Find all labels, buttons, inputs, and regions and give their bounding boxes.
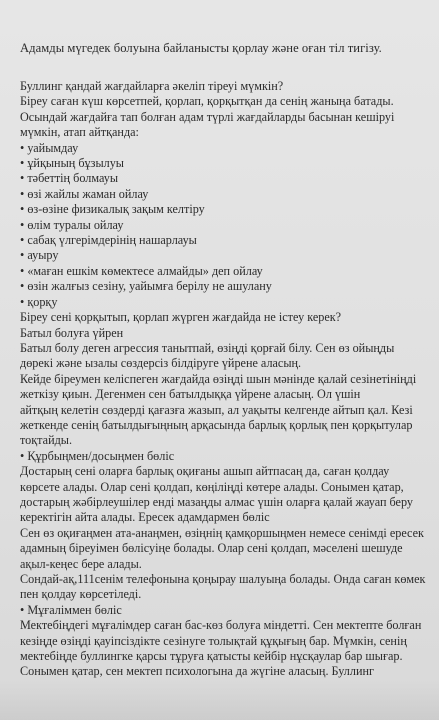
list-item: • «маған ешкім көмектесе алмайды» деп ойлау [20, 264, 429, 279]
text-line: ақыл-кеңес бере алады. [20, 556, 142, 571]
text-line: Кейде біреумен келіспеген жағдайда өзіңді шын мәнінде қалай сезінетініңді [20, 371, 417, 386]
list-item: • өлім туралы ойлау [20, 218, 429, 233]
list-item: • уайымдау [20, 141, 429, 156]
list-item: • қорқу [20, 295, 429, 310]
advice-lines [20, 310, 429, 680]
list-item: • ұйқының бұзылуы [20, 156, 429, 171]
text-line: Буллинг қандай жағдайларға әкеліп тіреуі мүмкін? [20, 79, 284, 93]
list-item: • өзі жайлы жаман ойлау [20, 187, 429, 202]
list-item: • өзін жалғыз сезіну, уайымға берілу не ашулану [20, 279, 429, 294]
section-heading: • Құрбыңмен/досыңмен бөліс [20, 448, 175, 463]
list-item: • тәбеттің болмауы [20, 171, 429, 186]
page-title: Адамды мүгедек болуына байланысты қорлау және оған тіл тигізу. [20, 41, 382, 55]
list-item: • өз-өзіне физикалық зақым келтіру [20, 202, 429, 217]
text-line: Сен өз оқиғаңмен ата-анаңмен, өзіңнің қамқоршыңмен немесе сенімді ересек [20, 525, 424, 540]
text-line: Мектебіңдегі мұғалімдер саған бас-көз болуға міндетті. Сен мектепте болған [20, 618, 422, 633]
text-line: Батыл болуға үйрен [20, 325, 124, 340]
section-heading: • Мұғаліммен бөліс [20, 602, 122, 617]
text-line: дөрекі және ызалы сөздерсіз білдіруге үйрене аласың. [20, 356, 302, 371]
text-line: жеткенде сенің батылдығыңның арқасында барлық қорлық пен қорқытулар [20, 417, 413, 432]
text-line: Біреу сені қорқытып, қорлап жүрген жағдайда не істеу керек? [20, 310, 342, 325]
intro-lines [20, 79, 429, 141]
symptom-list [20, 141, 429, 310]
text-line: пен қолдау көрсетіледі. [20, 587, 142, 602]
text-line: Достарың сені оларға барлық оқиғаны ашып айтпасаң да, саған қолдау [20, 464, 390, 479]
text-line: тоқтайды. [20, 433, 73, 448]
list-item: • сабақ үлгерімдерінің нашарлауы [20, 233, 429, 248]
text-line: Осындай жағдайға тап болған адам түрлі жағдайларды басынан кешіруі [20, 109, 395, 124]
text-line: айтқың келетін сөздерді қағазға жазып, ал уақыты келгенде айтып қал. Кезі [20, 402, 413, 417]
text-line: Сондай-ақ,111сенім телефонына қоңырау шалуыңа болады. Онда саған көмек [20, 572, 426, 586]
text-line: жеткізу қиын. Дегенмен сен батылдыққа үйрене аласың. Ол үшін [20, 387, 361, 402]
list-item: • ауыру [20, 248, 429, 263]
text-line: Батыл болу деген агрессия танытпай, өзіңді қорғай білу. Сен өз ойыңды [20, 340, 395, 355]
text-line: керектігін айта алады. Ересек адамдармен бөліс [20, 510, 270, 525]
text-line: достарың жәбірлеушілер енді мазаңды алмас үшін оларға қалай жауап беру [20, 494, 413, 509]
text-line: Біреу саған күш көрсетпей, қорлап, қорқытқан да сенің жаныңа батады. [20, 94, 394, 109]
text-line: Сонымен қатар, сен мектеп психологына да жүгіне аласың. Буллинг [20, 664, 375, 679]
text-line: мүмкін, атап айтқанда: [20, 125, 139, 140]
page-shadow [0, 680, 439, 720]
text-line: көрсете алады. Олар сені қолдап, көңіліңді көтере алады. Сонымен қатар, [20, 479, 404, 494]
text-line: адамның біреуімен бөлісуіңе болады. Олар сені қолдап, мәселені шешуде [20, 541, 403, 556]
text-line: мектебіңде буллингке қарсы тұруға қатысты кейбір нұсқаулар бар шығар. [20, 649, 403, 664]
text-line: кезіңде өзіңді қауіпсіздікте сезінуге толықтай құқығың бар. Мүмкін, сенің [20, 633, 407, 648]
